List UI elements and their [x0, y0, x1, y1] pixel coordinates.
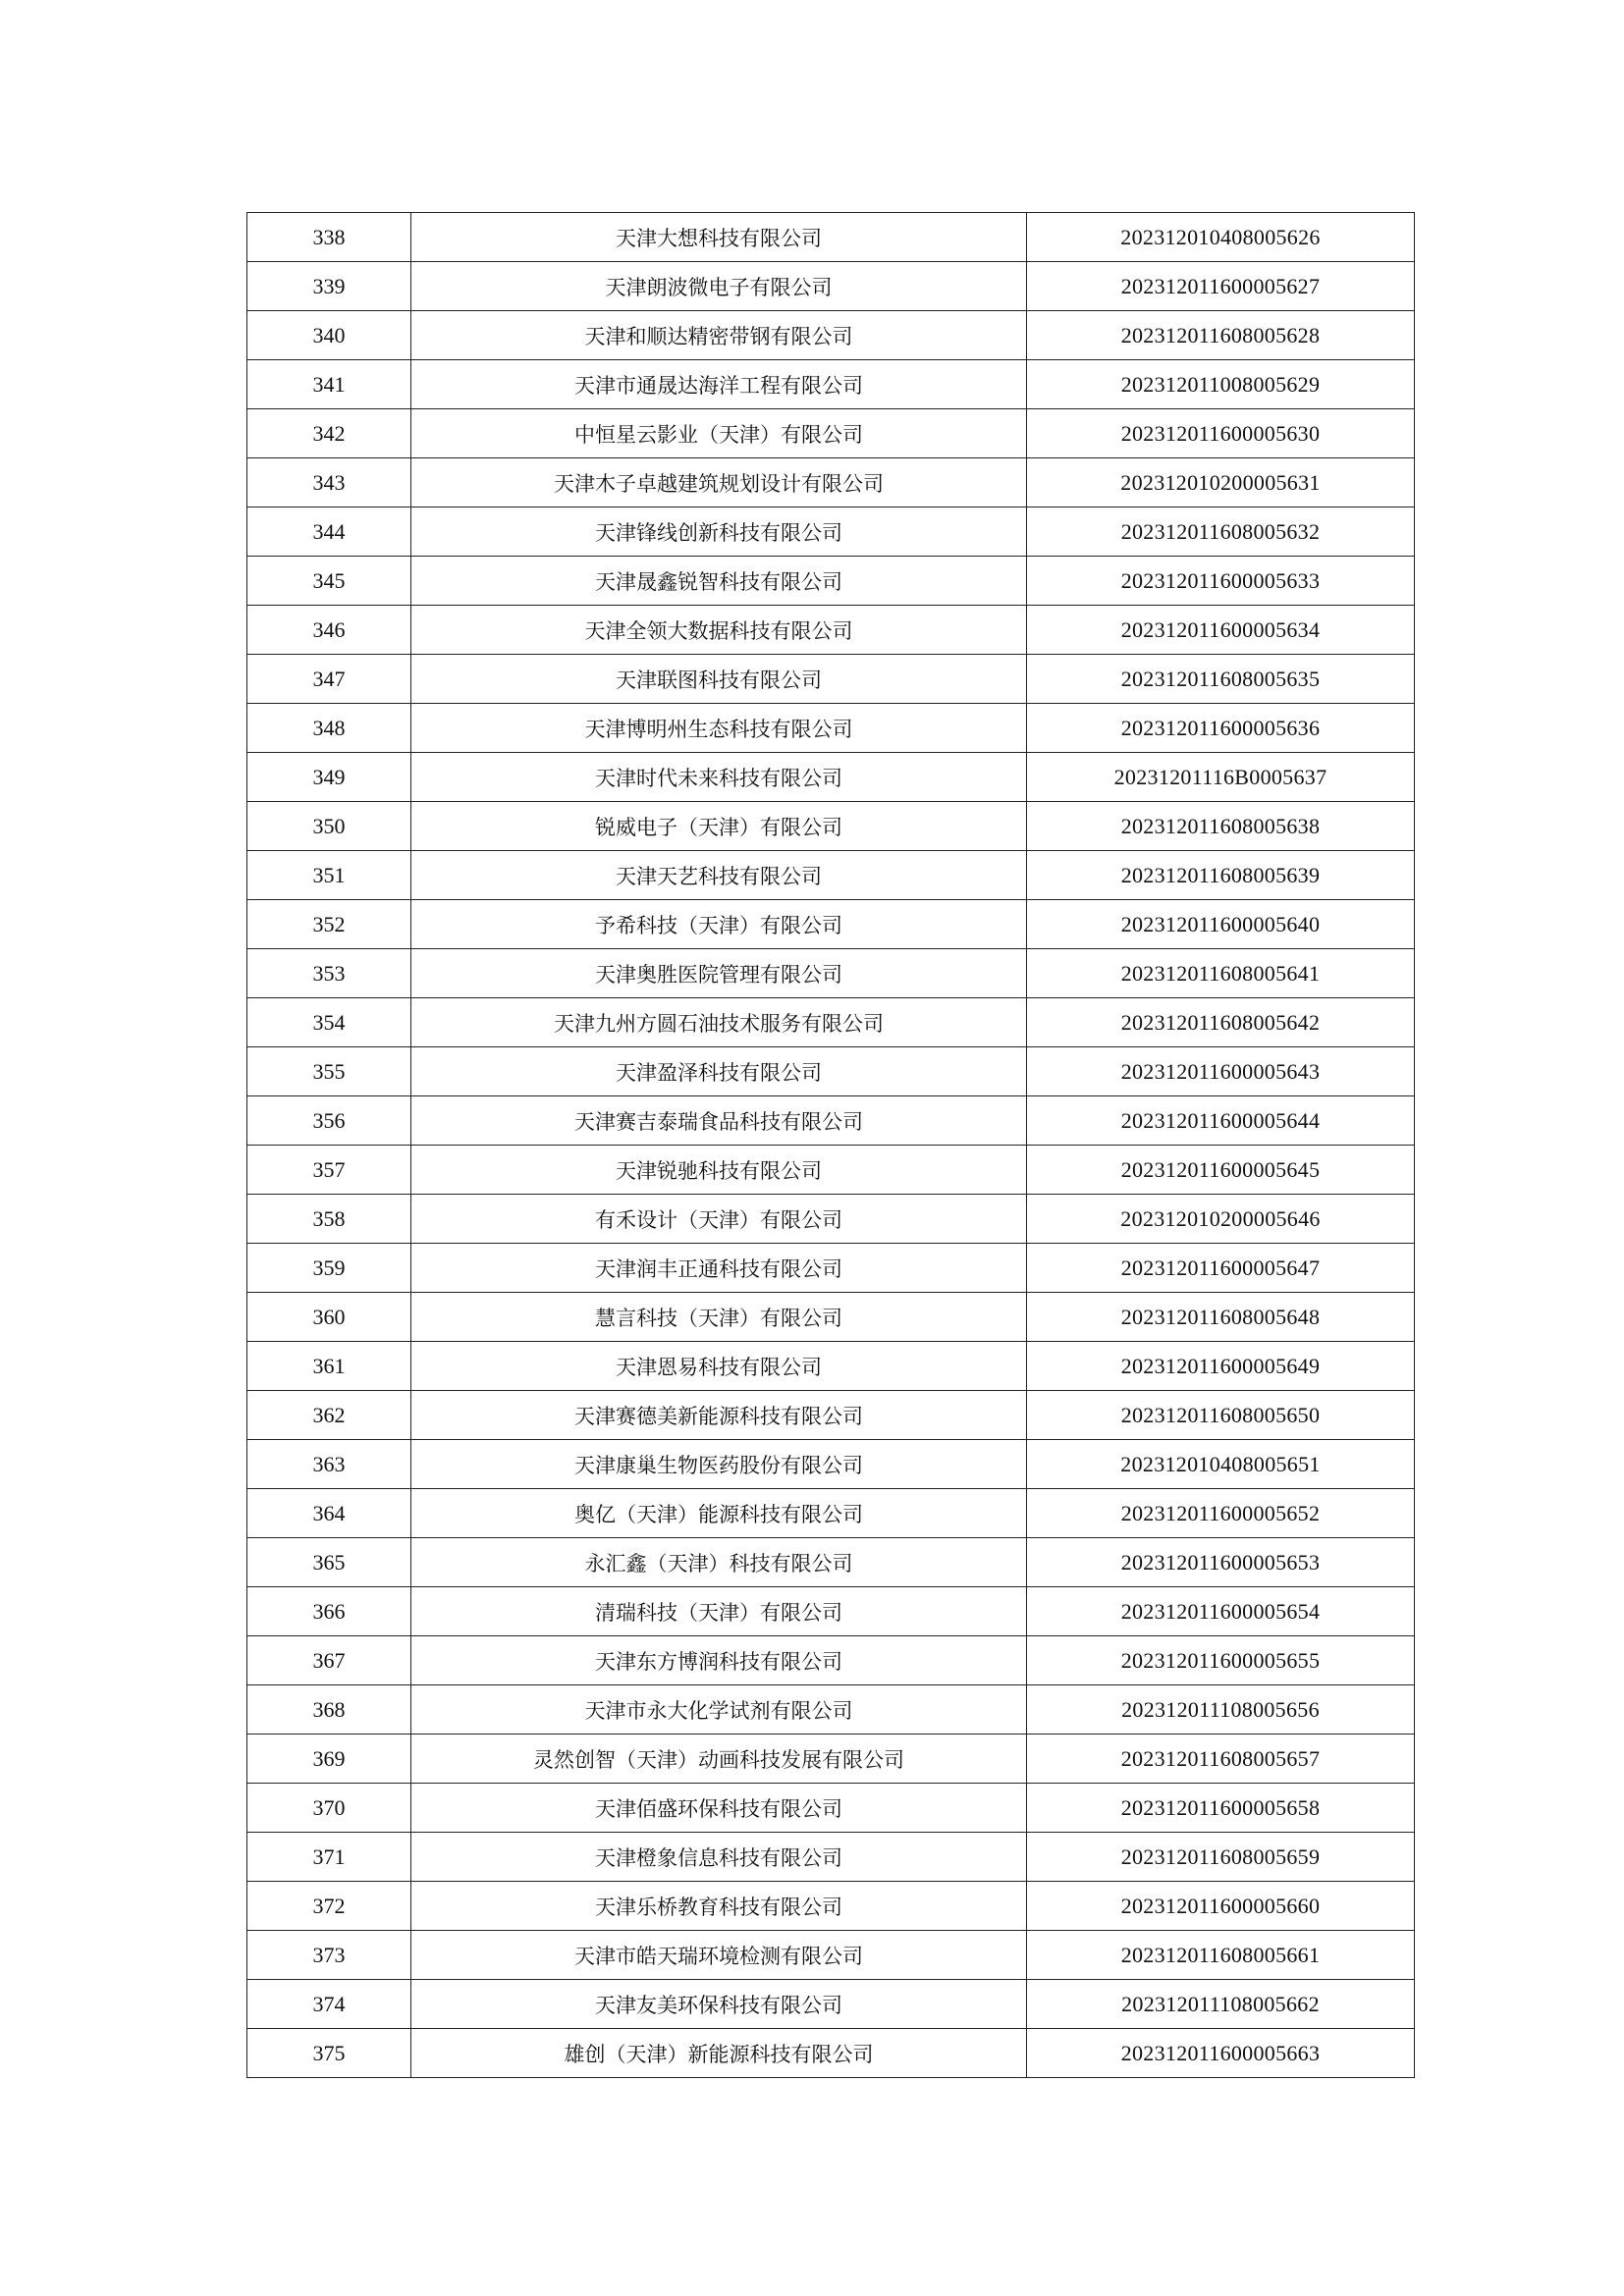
company-name-cell: 天津朗波微电子有限公司 — [411, 262, 1027, 311]
registration-code-cell: 202312011600005654 — [1027, 1587, 1415, 1636]
registration-code-cell: 202312011008005629 — [1027, 360, 1415, 409]
row-number-cell: 359 — [247, 1244, 411, 1293]
company-name-cell: 慧言科技（天津）有限公司 — [411, 1293, 1027, 1342]
company-name-cell: 中恒星云影业（天津）有限公司 — [411, 409, 1027, 458]
row-number-cell: 349 — [247, 753, 411, 802]
company-name-cell: 天津天艺科技有限公司 — [411, 851, 1027, 900]
company-name-cell: 天津盈泽科技有限公司 — [411, 1047, 1027, 1096]
table-row — [247, 1587, 1415, 1636]
registration-code-cell: 202312011608005659 — [1027, 1833, 1415, 1882]
company-name-cell: 天津锐驰科技有限公司 — [411, 1146, 1027, 1195]
row-number-cell: 367 — [247, 1636, 411, 1685]
row-number-cell: 362 — [247, 1391, 411, 1440]
company-name-cell: 天津友美环保科技有限公司 — [411, 1980, 1027, 2029]
row-number-cell: 347 — [247, 655, 411, 704]
row-number-cell: 368 — [247, 1685, 411, 1735]
registration-code-cell: 20231201116B0005637 — [1027, 753, 1415, 802]
company-list-table — [246, 212, 1415, 2078]
company-name-cell: 天津恩易科技有限公司 — [411, 1342, 1027, 1391]
row-number-cell: 366 — [247, 1587, 411, 1636]
registration-code-cell: 202312011608005641 — [1027, 949, 1415, 998]
company-name-cell: 天津乐桥教育科技有限公司 — [411, 1882, 1027, 1931]
table-row — [247, 606, 1415, 655]
row-number-cell: 364 — [247, 1489, 411, 1538]
registration-code-cell: 202312011608005648 — [1027, 1293, 1415, 1342]
company-name-cell: 天津奥胜医院管理有限公司 — [411, 949, 1027, 998]
table-row — [247, 1833, 1415, 1882]
row-number-cell: 348 — [247, 704, 411, 753]
registration-code-cell: 202312011600005653 — [1027, 1538, 1415, 1587]
registration-code-cell: 202312011600005658 — [1027, 1784, 1415, 1833]
row-number-cell: 373 — [247, 1931, 411, 1980]
company-name-cell: 天津和顺达精密带钢有限公司 — [411, 311, 1027, 360]
table-row — [247, 1489, 1415, 1538]
row-number-cell: 354 — [247, 998, 411, 1047]
registration-code-cell: 202312011108005656 — [1027, 1685, 1415, 1735]
table-row — [247, 1735, 1415, 1784]
registration-code-cell: 202312011600005645 — [1027, 1146, 1415, 1195]
registration-code-cell: 202312011600005633 — [1027, 557, 1415, 606]
row-number-cell: 357 — [247, 1146, 411, 1195]
row-number-cell: 345 — [247, 557, 411, 606]
company-name-cell: 天津橙象信息科技有限公司 — [411, 1833, 1027, 1882]
table-row — [247, 1195, 1415, 1244]
row-number-cell: 363 — [247, 1440, 411, 1489]
company-name-cell: 天津晟鑫锐智科技有限公司 — [411, 557, 1027, 606]
registration-code-cell: 202312011600005647 — [1027, 1244, 1415, 1293]
table-row — [247, 655, 1415, 704]
row-number-cell: 369 — [247, 1735, 411, 1784]
table-row — [247, 1293, 1415, 1342]
table-row — [247, 1391, 1415, 1440]
row-number-cell: 372 — [247, 1882, 411, 1931]
company-name-cell: 天津润丰正通科技有限公司 — [411, 1244, 1027, 1293]
row-number-cell: 352 — [247, 900, 411, 949]
table-row — [247, 1636, 1415, 1685]
registration-code-cell: 202312010408005651 — [1027, 1440, 1415, 1489]
row-number-cell: 358 — [247, 1195, 411, 1244]
row-number-cell: 338 — [247, 213, 411, 262]
table-row — [247, 1047, 1415, 1096]
company-name-cell: 天津九州方圆石油技术服务有限公司 — [411, 998, 1027, 1047]
row-number-cell: 365 — [247, 1538, 411, 1587]
table-row — [247, 753, 1415, 802]
registration-code-cell: 202312011600005640 — [1027, 900, 1415, 949]
company-name-cell: 天津时代未来科技有限公司 — [411, 753, 1027, 802]
table-row — [247, 458, 1415, 507]
registration-code-cell: 202312011600005652 — [1027, 1489, 1415, 1538]
registration-code-cell: 202312011608005639 — [1027, 851, 1415, 900]
row-number-cell: 356 — [247, 1096, 411, 1146]
company-name-cell: 有禾设计（天津）有限公司 — [411, 1195, 1027, 1244]
table-row — [247, 2029, 1415, 2078]
table-row — [247, 262, 1415, 311]
row-number-cell: 351 — [247, 851, 411, 900]
registration-code-cell: 202312011608005628 — [1027, 311, 1415, 360]
table-row — [247, 1146, 1415, 1195]
company-name-cell: 天津市皓天瑞环境检测有限公司 — [411, 1931, 1027, 1980]
table-row — [247, 900, 1415, 949]
registration-code-cell: 202312011600005634 — [1027, 606, 1415, 655]
company-name-cell: 锐威电子（天津）有限公司 — [411, 802, 1027, 851]
company-name-cell: 天津康巢生物医药股份有限公司 — [411, 1440, 1027, 1489]
company-name-cell: 天津市永大化学试剂有限公司 — [411, 1685, 1027, 1735]
registration-code-cell: 202312011600005649 — [1027, 1342, 1415, 1391]
company-name-cell: 天津赛德美新能源科技有限公司 — [411, 1391, 1027, 1440]
row-number-cell: 346 — [247, 606, 411, 655]
table-row — [247, 1342, 1415, 1391]
table-row — [247, 704, 1415, 753]
registration-code-cell: 202312011608005661 — [1027, 1931, 1415, 1980]
registration-code-cell: 202312011600005655 — [1027, 1636, 1415, 1685]
company-name-cell: 天津佰盛环保科技有限公司 — [411, 1784, 1027, 1833]
company-name-cell: 清瑞科技（天津）有限公司 — [411, 1587, 1027, 1636]
table-row — [247, 1244, 1415, 1293]
company-name-cell: 天津大想科技有限公司 — [411, 213, 1027, 262]
row-number-cell: 374 — [247, 1980, 411, 2029]
company-name-cell: 天津锋线创新科技有限公司 — [411, 507, 1027, 557]
table-row — [247, 1931, 1415, 1980]
table-row — [247, 360, 1415, 409]
table-row — [247, 1784, 1415, 1833]
table-row — [247, 409, 1415, 458]
row-number-cell: 361 — [247, 1342, 411, 1391]
registration-code-cell: 202312011600005643 — [1027, 1047, 1415, 1096]
table-row — [247, 507, 1415, 557]
row-number-cell: 340 — [247, 311, 411, 360]
company-name-cell: 天津博明州生态科技有限公司 — [411, 704, 1027, 753]
registration-code-cell: 202312011608005650 — [1027, 1391, 1415, 1440]
registration-code-cell: 202312011600005636 — [1027, 704, 1415, 753]
registration-code-cell: 202312011600005644 — [1027, 1096, 1415, 1146]
registration-code-cell: 202312010408005626 — [1027, 213, 1415, 262]
registration-code-cell: 202312011608005642 — [1027, 998, 1415, 1047]
company-name-cell: 天津木子卓越建筑规划设计有限公司 — [411, 458, 1027, 507]
table-body — [247, 213, 1415, 2078]
company-name-cell: 天津联图科技有限公司 — [411, 655, 1027, 704]
table-row — [247, 1440, 1415, 1489]
table-row — [247, 1882, 1415, 1931]
table-row — [247, 1538, 1415, 1587]
table-row — [247, 998, 1415, 1047]
row-number-cell: 339 — [247, 262, 411, 311]
company-name-cell: 灵然创智（天津）动画科技发展有限公司 — [411, 1735, 1027, 1784]
table-row — [247, 802, 1415, 851]
company-name-cell: 天津市通晟达海洋工程有限公司 — [411, 360, 1027, 409]
table-row — [247, 1096, 1415, 1146]
row-number-cell: 360 — [247, 1293, 411, 1342]
row-number-cell: 353 — [247, 949, 411, 998]
company-name-cell: 予希科技（天津）有限公司 — [411, 900, 1027, 949]
company-name-cell: 天津赛吉泰瑞食品科技有限公司 — [411, 1096, 1027, 1146]
table-row — [247, 851, 1415, 900]
table-row — [247, 949, 1415, 998]
table-row — [247, 311, 1415, 360]
row-number-cell: 370 — [247, 1784, 411, 1833]
registration-code-cell: 202312011600005660 — [1027, 1882, 1415, 1931]
registration-code-cell: 202312011108005662 — [1027, 1980, 1415, 2029]
registration-code-cell: 202312011608005632 — [1027, 507, 1415, 557]
company-name-cell: 永汇鑫（天津）科技有限公司 — [411, 1538, 1027, 1587]
company-name-cell: 雄创（天津）新能源科技有限公司 — [411, 2029, 1027, 2078]
row-number-cell: 343 — [247, 458, 411, 507]
company-name-cell: 天津东方博润科技有限公司 — [411, 1636, 1027, 1685]
company-name-cell: 奥亿（天津）能源科技有限公司 — [411, 1489, 1027, 1538]
table-row — [247, 557, 1415, 606]
registration-code-cell: 202312011608005635 — [1027, 655, 1415, 704]
registration-code-cell: 202312011608005638 — [1027, 802, 1415, 851]
registration-code-cell: 202312010200005631 — [1027, 458, 1415, 507]
row-number-cell: 371 — [247, 1833, 411, 1882]
registration-code-cell: 202312010200005646 — [1027, 1195, 1415, 1244]
table-row — [247, 213, 1415, 262]
row-number-cell: 375 — [247, 2029, 411, 2078]
registration-code-cell: 202312011600005663 — [1027, 2029, 1415, 2078]
row-number-cell: 355 — [247, 1047, 411, 1096]
company-name-cell: 天津全领大数据科技有限公司 — [411, 606, 1027, 655]
registration-code-cell: 202312011600005627 — [1027, 262, 1415, 311]
row-number-cell: 350 — [247, 802, 411, 851]
table-row — [247, 1685, 1415, 1735]
registration-code-cell: 202312011600005630 — [1027, 409, 1415, 458]
table-row — [247, 1980, 1415, 2029]
row-number-cell: 344 — [247, 507, 411, 557]
registration-code-cell: 202312011608005657 — [1027, 1735, 1415, 1784]
row-number-cell: 342 — [247, 409, 411, 458]
row-number-cell: 341 — [247, 360, 411, 409]
